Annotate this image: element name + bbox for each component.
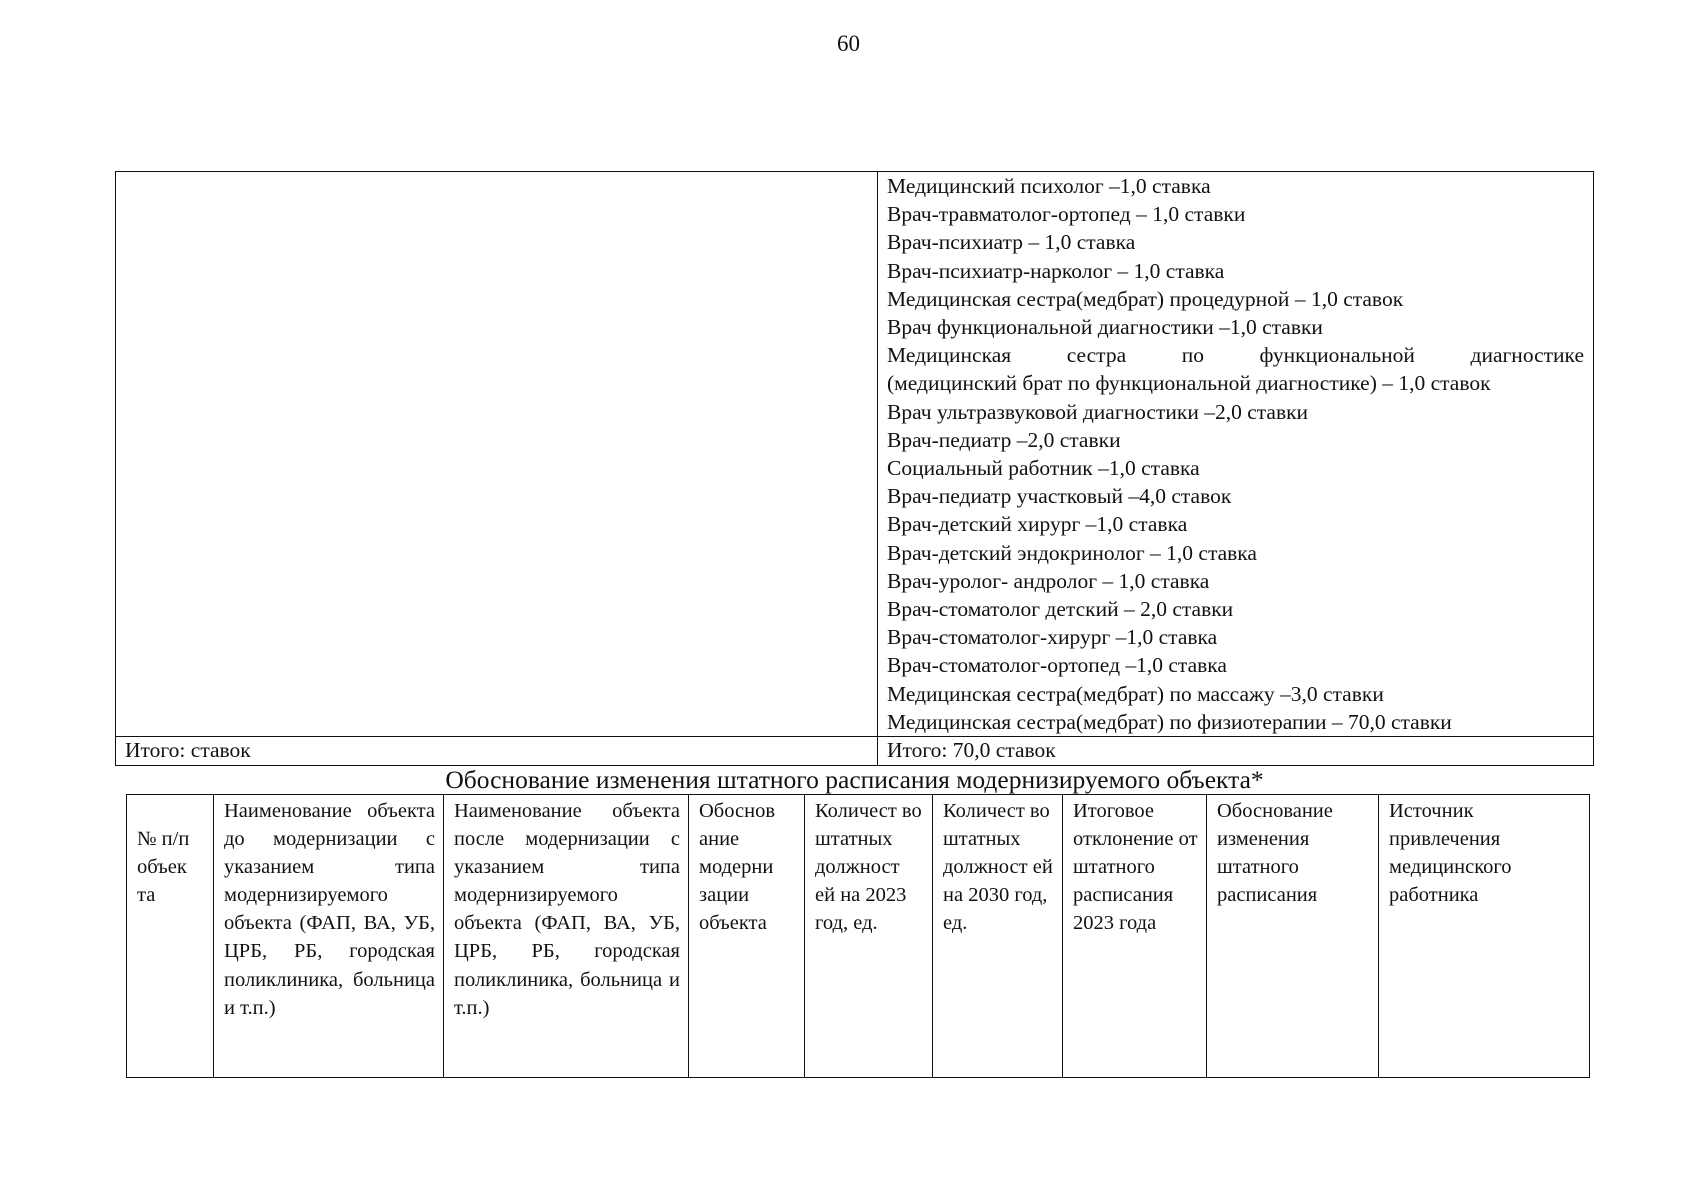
position-line: Врач-стоматолог-ортопед –1,0 ставка [887,653,1227,678]
staff-positions-table [115,171,1594,766]
position-line: Врач-стоматолог детский – 2,0 ставки [887,597,1234,622]
position-line: Врач функциональной диагностики –1,0 ставки [887,315,1323,340]
position-line: Медицинская сестра(медбрат) по массажу –3,0 ставки [887,681,1384,706]
col-header-name-after: Наименование объекта после модернизации с указанием типа модернизируемого объекта (ФАП, ВА, УБ, ЦРБ, РБ, городская поликлиника, больница и т.п.) [444,795,689,1078]
col-header-modernization-reason: Обоснов ание модерни зации объекта [689,795,805,1078]
page-number: 60 [837,31,860,56]
justification-title: Обоснование изменения штатного расписания модернизируемого объекта* [445,765,1264,794]
total-left-cell: Итого: ставок [116,737,878,766]
position-line: Врач-психиатр – 1,0 ставка [887,230,1136,255]
positions-empty-cell [116,172,878,737]
col-header-number: № п/п объек та [127,795,214,1078]
position-line: Врач-травматолог-ортопед – 1,0 ставки [887,202,1246,227]
positions-row [116,172,1594,737]
position-line: (медицинский брат по функциональной диагностике) – 1,0 ставок [887,371,1491,396]
col-header-positions-2023: Количест во штатных должност ей на 2023 год, ед. [805,795,933,1078]
position-line: Врач-педиатр –2,0 ставки [887,427,1121,452]
justification-header-row [127,795,1590,1078]
position-line: Медицинская сестра(медбрат) процедурной – 1,0 ставок [887,286,1404,311]
position-line: Врач ультразвуковой диагностики –2,0 ставки [887,399,1309,424]
col-header-total-deviation: Итоговое отклонение от штатного расписания 2023 года [1063,795,1207,1078]
total-right-cell: Итого: 70,0 ставок [878,737,1594,766]
position-line: Врач-педиатр участковый –4,0 ставок [887,484,1232,509]
position-line: Медицинская сестра(медбрат) по физиотерапии – 70,0 ставки [887,709,1452,734]
position-line: Врач-детский хирург –1,0 ставка [887,512,1188,537]
total-row [116,737,1594,766]
position-line: Медицинская сестра по функциональной диагностике [887,343,1584,368]
col-header-name-before: Наименование объекта до модернизации с указанием типа модернизируемого объекта (ФАП, ВА, УБ, ЦРБ, РБ, городская поликлиника, больница и т.п.) [214,795,444,1078]
position-line: Врач-детский эндокринолог – 1,0 ставка [887,540,1257,565]
position-line: Врач-стоматолог-хирург –1,0 ставка [887,625,1218,650]
position-line: Врач-уролог- андролог – 1,0 ставка [887,568,1210,593]
position-line: Социальный работник –1,0 ставка [887,456,1200,481]
positions-list-cell [878,172,1594,737]
position-line: Врач-психиатр-нарколог – 1,0 ставка [887,258,1225,283]
justification-table [126,794,1590,1078]
col-header-change-reason: Обоснование изменения штатного расписания [1207,795,1379,1078]
col-header-staff-source: Источник привлечения медицинского работника [1379,795,1590,1078]
position-line: Медицинский психолог –1,0 ставка [887,174,1211,198]
col-header-positions-2030: Количест во штатных должност ей на 2030 год, ед. [933,795,1063,1078]
